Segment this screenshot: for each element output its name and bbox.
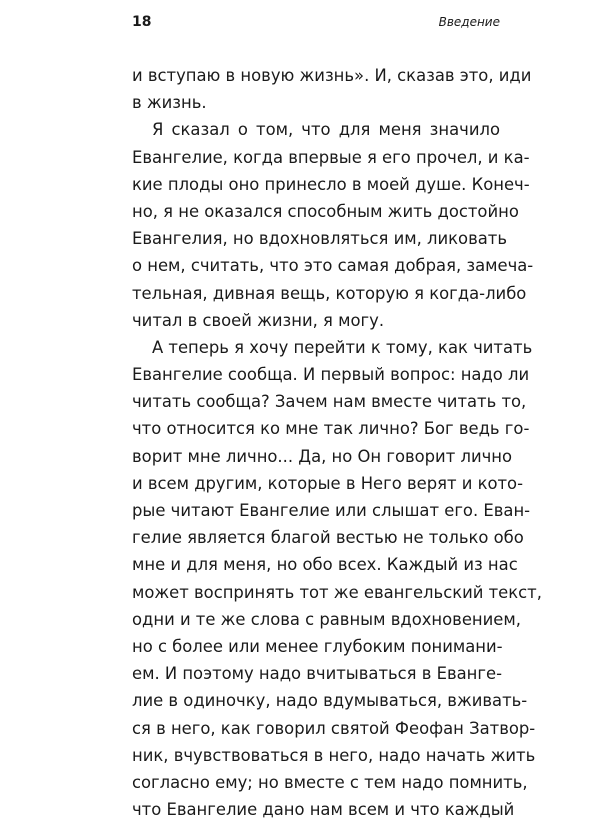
text-line: Евангелие, когда впервые я его прочел, и ка- xyxy=(132,147,530,167)
text-line: рые читают Евангелие или слышат его. Еван- xyxy=(132,501,531,520)
text-line: Я сказал о том, что для меня значило xyxy=(152,120,500,140)
text-line: мне и для меня, но обо всех. Каждый из нас xyxy=(132,555,518,575)
text-line: что относится ко мне так лично? Бог ведь го- xyxy=(132,419,530,439)
text-line: и всем другим, которые в Него верят и кото- xyxy=(132,473,523,493)
text-line: ворит мне лично... Да, но Он говорит лично xyxy=(132,446,513,466)
text-line: Евангелия, но вдохновляться им, ликовать xyxy=(132,229,507,249)
text-line: лие в одиночку, надо вдумываться, вживать- xyxy=(132,691,528,711)
page-header xyxy=(132,14,500,36)
text-line: может воспринять тот же евангельский текст, xyxy=(132,582,542,602)
text-line: ник, вчувствоваться в него, надо начать жить xyxy=(132,745,536,765)
text-line: но, я не оказался способным жить достойно xyxy=(132,201,519,221)
text-body xyxy=(132,62,542,823)
text-line: ся в него, как говорил святой Феофан Затвор- xyxy=(132,718,536,738)
running-title: Введение xyxy=(438,15,500,29)
text-line: ем. И поэтому надо вчитываться в Еванге- xyxy=(132,664,502,684)
text-line: что Евангелие дано нам всем и что каждый xyxy=(132,800,515,820)
text-line: гелие является благой вестью не только обо xyxy=(132,528,524,548)
text-line: читал в своей жизни, я могу. xyxy=(132,310,385,330)
text-line: но с более или менее глубоким понимани- xyxy=(132,636,503,656)
text-line: А теперь я хочу перейти к тому, как читать xyxy=(152,337,533,357)
text-line: согласно ему; но вместе с тем надо помнить, xyxy=(132,772,528,792)
text-line: в жизнь. xyxy=(132,93,207,113)
text-line: Евангелие сообща. И первый вопрос: надо ли xyxy=(132,365,530,385)
text-line: и вступаю в новую жизнь». И, сказав это, иди xyxy=(132,66,532,85)
text-line: читать сообща? Зачем нам вместе читать то, xyxy=(132,392,527,412)
text-line: одни и те же слова с равным вдохновением, xyxy=(132,609,521,629)
page-number: 18 xyxy=(132,14,152,30)
text-line: о нем, считать, что это самая добрая, замеча- xyxy=(132,256,534,276)
text-line: тельная, дивная вещь, которую я когда-либо xyxy=(132,283,527,303)
text-line: кие плоды оно принесло в моей душе. Конеч- xyxy=(132,174,530,194)
